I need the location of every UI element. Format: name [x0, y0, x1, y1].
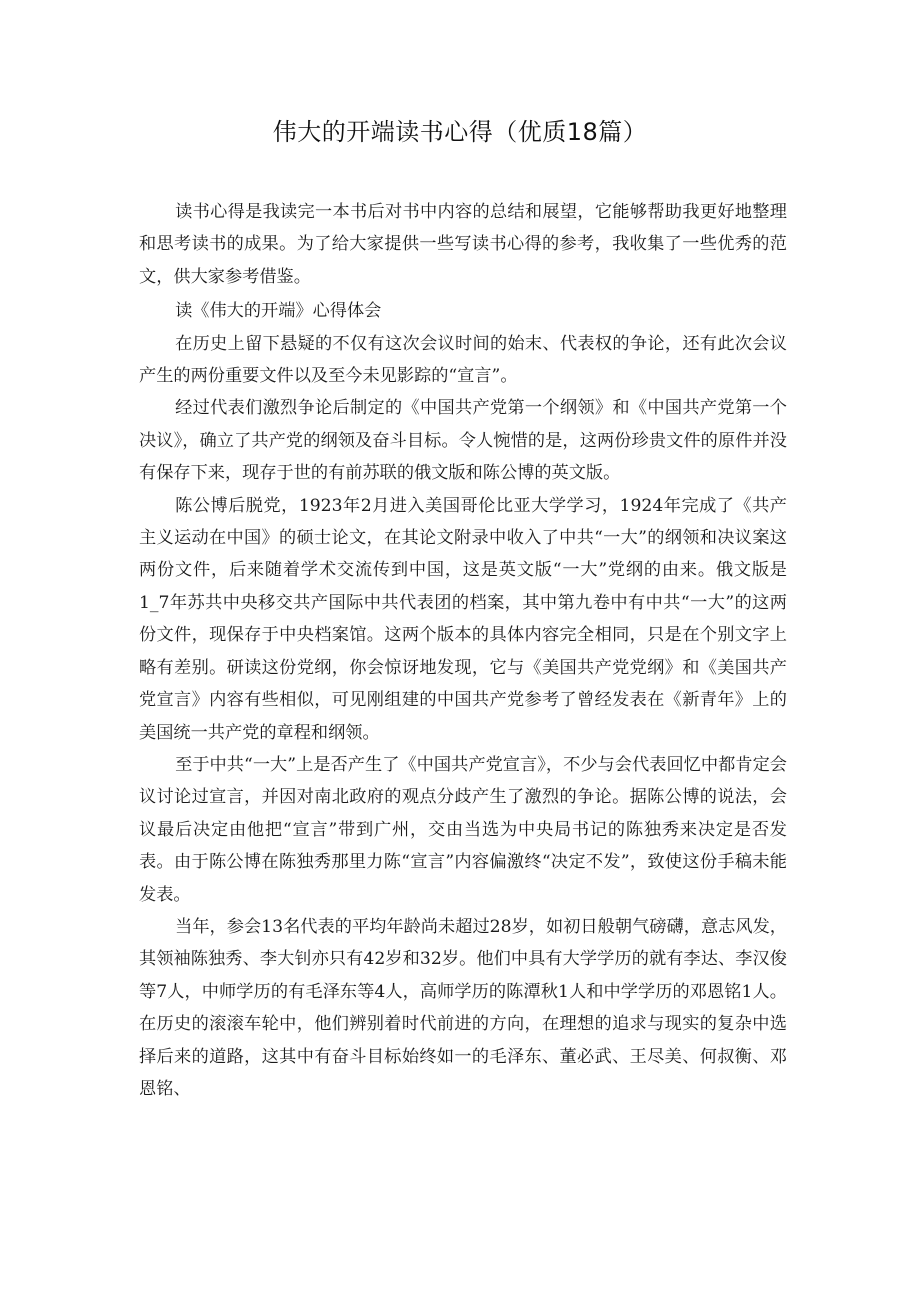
document-title: 伟大的开端读书心得（优质18篇） [272, 118, 648, 146]
paragraph: 当年，参会13名代表的平均年龄尚未超过28岁，如初日般朝气磅礴，意志风发，其领袖陈独秀、李大钊亦只有42岁和32岁。他们中具有大学学历的就有李达、李汉俊等7人，中师学历的有毛泽东等4人，高师学历的陈潭秋1人和中学学历的邓恩铭1人。在历史的滚滚车轮中，他们辨别着时代前进的方向，在理想的追求与现实的复杂中选择后来的道路，这其中有奋斗目标始终如一的毛泽东、董必武、王尽美、何叔衡、邓恩铭、 [139, 916, 787, 1099]
paragraph: 在历史上留下悬疑的不仅有这次会议时间的始末、代表权的争论，还有此次会议产生的两份重要文件以及至今未见影踪的“宣言”。 [139, 333, 787, 387]
paragraph: 陈公博后脱党，1923年2月进入美国哥伦比亚大学学习，1924年完成了《共产主义运动在中国》的硕士论文，在其论文附录中收入了中共“一大”的纲领和决议案这两份文件，后来随着学术交流传到中国，这是英文版“一大”党纲的由来。俄文版是1_7年苏共中央移交共产国际中共代表团的档案，其中第九卷中有中共“一大”的这两份文件，现保存于中央档案馆。这两个版本的具体内容完全相同，只是在个别文字上略有差别。研读这份党纲，你会惊讶地发现，它与《美国共产党党纲》和《美国共产党宣言》内容有些相似，可见刚组建的中国共产党参考了曾经发表在《新青年》上的美国统一共产党的章程和纲领。 [139, 495, 787, 743]
document-body [139, 196, 787, 1105]
paragraph-intro: 读书心得是我读完一本书后对书中内容的总结和展望，它能够帮助我更好地整理和思考读书的成果。为了给大家提供一些写读书心得的参考，我收集了一些优秀的范文，供大家参考借鉴。 [139, 202, 787, 287]
section-heading: 读《伟大的开端》心得体会 [175, 301, 382, 322]
paragraph: 经过代表们激烈争论后制定的《中国共产党第一个纲领》和《中国共产党第一个决议》，确立了共产党的纲领及奋斗目标。令人惋惜的是，这两份珍贵文件的原件并没有保存下来，现存于世的有前苏联的俄文版和陈公博的英文版。 [139, 398, 787, 484]
paragraph: 至于中共“一大”上是否产生了《中国共产党宣言》，不少与会代表回忆中都肯定会议讨论过宣言，并因对南北政府的观点分歧产生了激烈的争论。据陈公博的说法，会议最后决定由他把“宣言”带到广州，交由当选为中央局书记的陈独秀来决定是否发表。由于陈公博在陈独秀那里力陈“宣言”内容偏激终“决定不发”，致使这份手稿未能发表。 [139, 754, 787, 905]
